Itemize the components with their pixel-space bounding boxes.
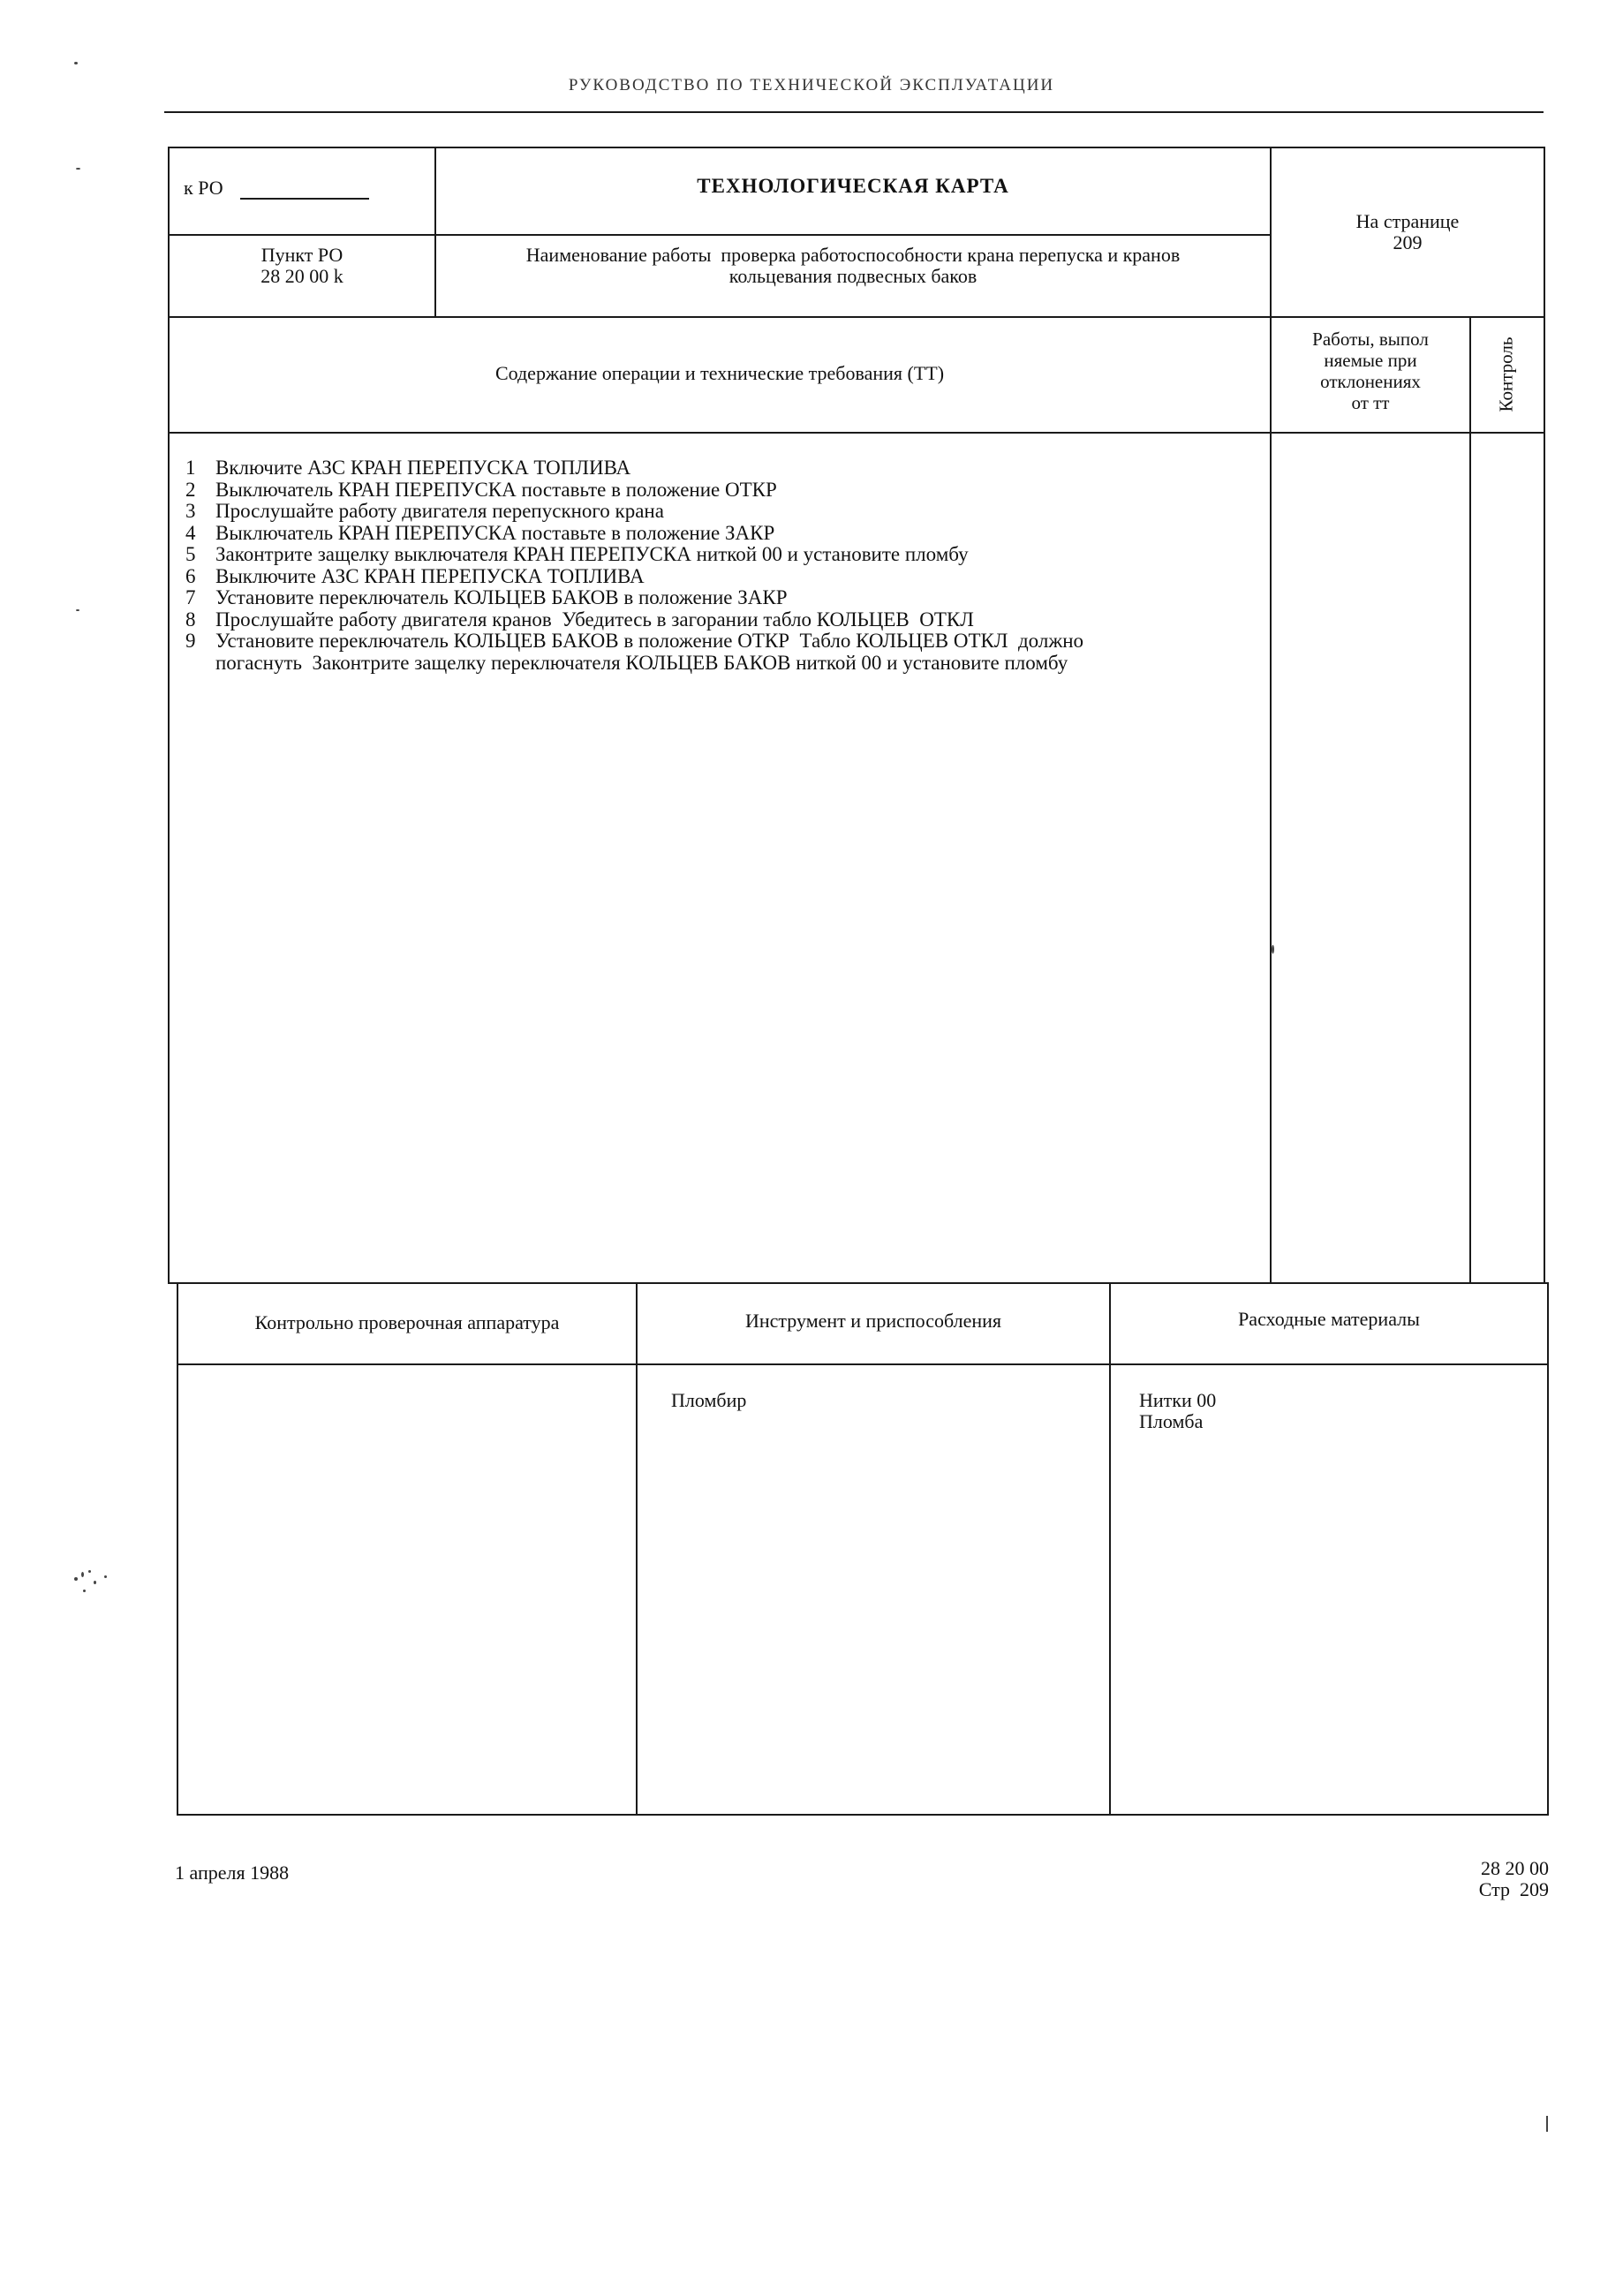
on-page-label: На странице	[1355, 210, 1460, 232]
content-header: Содержание операции и технические требования (ТТ)	[494, 362, 945, 384]
operation-number: 1	[185, 457, 196, 479]
operation-text: Установите переключатель КОЛЬЦЕВ БАКОВ в положение ОТКР Табло КОЛЬЦЕВ ОТКЛ должно	[215, 630, 1084, 652]
point-ro-value: 28 20 00 k	[260, 265, 343, 287]
operation-text: Выключатель КРАН ПЕРЕПУСКА поставьте в положение ОТКР	[215, 478, 777, 501]
operation-number: 2	[185, 478, 196, 501]
operation-text: Законтрите защелку выключателя КРАН ПЕРЕПУСКА ниткой 00 и установите пломбу	[215, 543, 969, 565]
tool-item: Пломбир	[671, 1389, 747, 1411]
deviation-header-line: отклонениях	[1320, 371, 1421, 392]
operation-number: 7	[185, 586, 196, 608]
control-header: Контроль	[1495, 336, 1517, 412]
operation-text: Установите переключатель КОЛЬЦЕВ БАКОВ в положение ЗАКР	[215, 586, 788, 608]
operations-list	[185, 457, 1263, 674]
operation-item	[185, 631, 1263, 653]
operation-number: 3	[185, 500, 196, 522]
operation-item	[185, 609, 1263, 631]
operation-text: погаснуть Законтрите защелку переключателя КОЛЬЦЕВ БАКОВ ниткой 00 и установите пломбу	[215, 651, 1068, 674]
operation-number: 6	[185, 564, 196, 587]
operation-item	[185, 480, 1263, 502]
work-name-line1: Наименование работы проверка работоспособности крана перепуска и кранов	[525, 244, 1181, 266]
running-header: РУКОВОДСТВО ПО ТЕХНИЧЕСКОЙ ЭКСПЛУАТАЦИИ	[568, 76, 1055, 94]
to-ro-label: к РО	[184, 177, 223, 199]
operation-item	[185, 544, 1263, 566]
operation-number: 8	[185, 608, 196, 631]
operation-item	[185, 457, 1263, 480]
deviation-header	[1272, 329, 1469, 413]
operation-text: Выключатель КРАН ПЕРЕПУСКА поставьте в положение ЗАКР	[215, 521, 775, 544]
footer-code-block	[1378, 1858, 1549, 1900]
operation-number: 4	[185, 521, 196, 544]
operation-text: Прослушайте работу двигателя кранов Убедитесь в загорании табло КОЛЬЦЕВ ОТКЛ	[215, 608, 974, 631]
operation-item	[185, 501, 1263, 523]
operation-number	[185, 653, 215, 675]
footer-page: Стр 209	[1478, 1878, 1549, 1900]
on-page-number: 209	[1393, 231, 1423, 253]
deviation-header-line: от тт	[1351, 392, 1390, 413]
operation-text: Прослушайте работу двигателя перепускного крана	[215, 500, 664, 522]
operation-text: Выключите АЗС КРАН ПЕРЕПУСКА ТОПЛИВА	[215, 564, 645, 587]
consumable-item: Нитки 00	[1139, 1389, 1217, 1411]
consumables-header: Расходные материалы	[1238, 1308, 1420, 1330]
work-name-line2: кольцевания подвесных баков	[728, 265, 978, 287]
operation-item	[185, 523, 1263, 545]
card-title: ТЕХНОЛОГИЧЕСКАЯ КАРТА	[697, 175, 1009, 197]
operation-item	[185, 653, 1263, 675]
control-apparatus-header: Контрольно проверочная аппаратура	[254, 1311, 560, 1333]
operation-text: Включите АЗС КРАН ПЕРЕПУСКА ТОПЛИВА	[215, 457, 631, 479]
operation-item	[185, 566, 1263, 588]
footer-code: 28 20 00	[1481, 1857, 1549, 1879]
footer-date: 1 апреля 1988	[175, 1862, 290, 1884]
point-ro-label: Пункт РО	[260, 244, 343, 266]
consumable-item: Пломба	[1139, 1410, 1204, 1432]
header-rule	[164, 111, 1544, 113]
tools-header: Инструмент и приспособления	[744, 1310, 1002, 1332]
operation-item	[185, 587, 1263, 609]
operation-number: 9	[185, 630, 196, 652]
to-ro-blank-line	[240, 198, 369, 200]
operation-number: 5	[185, 543, 196, 565]
deviation-header-line: няемые при	[1324, 350, 1417, 371]
deviation-header-line: Работы, выпол	[1312, 329, 1429, 350]
